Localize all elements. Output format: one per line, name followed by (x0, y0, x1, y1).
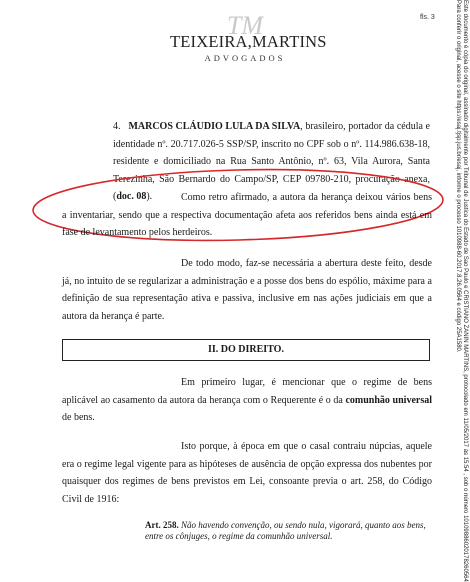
digital-signature-stamp (438, 0, 468, 582)
paragraph-regime-bold: comunhão universal (345, 394, 432, 406)
paragraph-regime-text: Em primeiro lugar, é mencionar que o regime de bens aplicável ao casamento da autora da herança com o Requerente é o da (62, 377, 432, 406)
paragraph-regime (62, 374, 432, 427)
monogram-text: TM (226, 11, 264, 40)
quote-label: Art. 258. (145, 520, 179, 530)
firm-subtitle: ADVOGADOS (204, 53, 286, 63)
item-tail: ). (146, 191, 153, 202)
stamp-line-2: Para conferir o original, acesse o site https://esaj.tjsp.jus.br/esaj, informe o processo 1010988-60.2017.8.26.0564 e código 25A1580. (455, 0, 461, 353)
highlighted-paragraph: Como retro afirmado, a autora da herança deixou vários bens a inventariar, sendo que a respectiva documentação afeta aos referidos bens ainda está em fase de levantamento pelos herdeiros. (62, 192, 432, 238)
paragraph-regime-tail: de bens. (62, 412, 95, 423)
law-quote (145, 520, 435, 542)
section-heading: II. DO DIREITO. (208, 344, 284, 355)
paragraph-reason: Isto porque, à época em que o casal contraiu núpcias, aquele era o regime legal vigente para as hipóteses de ausência de opção expressa dos nubentes por quaisquer dos regimes de bens previstos em Lei, consoante previa o art. 258, do Código Civil de 1916: (62, 441, 432, 505)
paragraph-opening: De todo modo, faz-se necessária a abertura deste feito, desde já, no intuito de se regularizar a administração e a posse dos bens do espólio, máxime para a definição de sua representação ativa e passiva, inclusive em nas ações judiciais em que a autora da herança é parte. (62, 258, 432, 322)
quote-text: Não havendo convenção, ou sendo nula, vigorará, quanto aos bens, entre os cônjuges, o regime da comunhão universal. (145, 520, 426, 541)
item-name: MARCOS CLÁUDIO LULA DA SILVA (128, 121, 301, 132)
stamp-line-1: Este documento é cópia do original, assinado digitalmente por Tribunal de Justica do Estado de Sao Paulo e CRISTIANO ZANIN MARTINS, protocolado em 11/05/2017 às 15:54 , sob o número 10109886020178260564 (462, 0, 468, 582)
firm-name: TEIXEIRA,MARTINS (170, 32, 327, 51)
item-text: , brasileiro, portador da cédula e identidade nº. 20.717.026-5 SSP/SP, inscrito no CPF sob o nº. 114.986.638-18, residente e domiciliado na Rua Santo Antônio, nº. 63, Vila Aurora, Santa Terezinha, São Bernardo do Campo/SP, CEP 09780-210, procuração anexa, ( (113, 121, 430, 202)
item-doc: doc. 08 (116, 191, 147, 202)
page-number: fls. 3 (420, 14, 435, 21)
item-number: 4. (113, 121, 121, 132)
section-heading-box (62, 339, 430, 361)
